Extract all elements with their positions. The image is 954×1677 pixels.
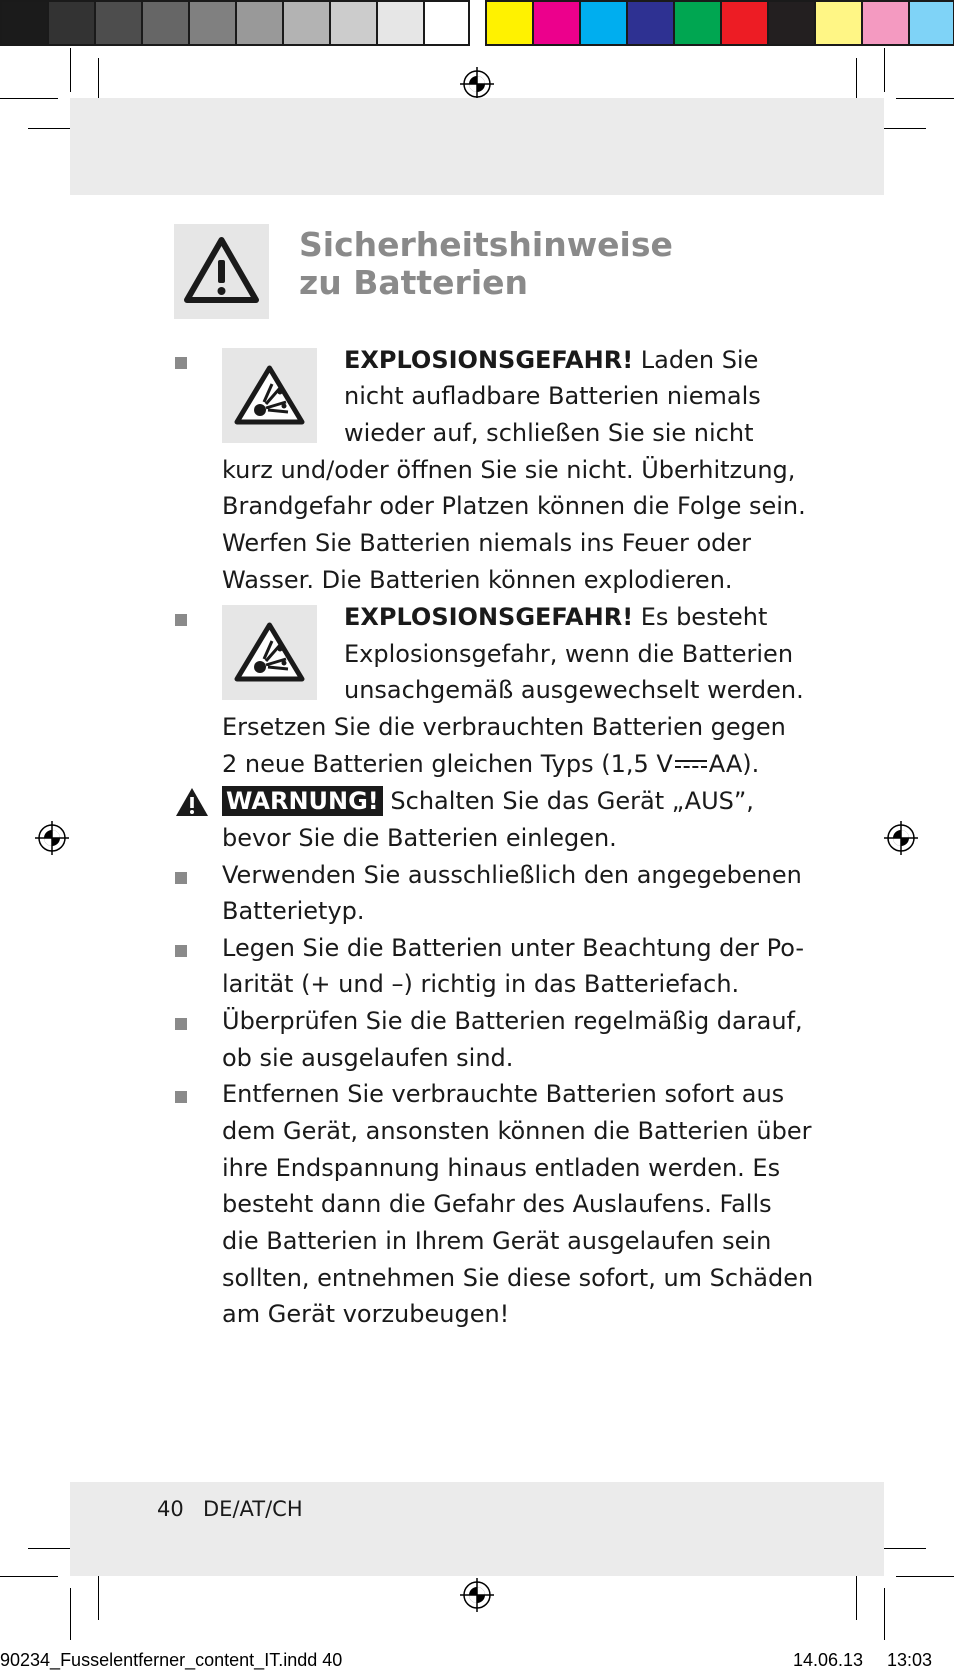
color-swatch xyxy=(0,0,47,46)
warning-triangle-icon xyxy=(174,224,269,319)
warning-small-icon xyxy=(174,786,210,818)
registration-mark-icon xyxy=(35,821,69,855)
item-2-line-1: EXPLOSIONSGEFAHR! Es besteht xyxy=(344,603,768,631)
item-2-line-2: Explosionsgefahr, wenn die Batterien xyxy=(344,640,794,668)
color-swatch xyxy=(141,0,188,46)
title-line-1: Sicherheitshinweise xyxy=(299,225,673,264)
crop-mark xyxy=(70,1588,71,1640)
item-4-line-1: Legen Sie die Batterien unter Beachtung der Po- xyxy=(222,934,805,962)
item-1-line-7: Wasser. Die Batterien können explodieren. xyxy=(222,566,733,594)
item-2-line-4: Ersetzen Sie die verbrauchten Batterien gegen xyxy=(222,713,786,741)
crop-mark xyxy=(856,1570,857,1620)
item-1-line-4: kurz und/oder öffnen Sie sie nicht. Überhitzung, xyxy=(222,456,796,484)
explosion-icon-box xyxy=(222,348,317,443)
region-label: DE/AT/CH xyxy=(203,1497,303,1521)
warning-line-2: bevor Sie die Batterien einlegen. xyxy=(222,824,617,852)
explosion-label: EXPLOSIONSGEFAHR! xyxy=(344,346,634,374)
crop-mark xyxy=(896,98,954,99)
color-swatch xyxy=(720,0,767,46)
color-swatch xyxy=(626,0,673,46)
item-1-line-1: EXPLOSIONSGEFAHR! Laden Sie xyxy=(344,346,759,374)
item-1-line-3: wieder auf, schließen Sie sie nicht xyxy=(344,419,754,447)
item-6-line-3: ihre Endspannung hinaus entladen werden. Es xyxy=(222,1154,781,1182)
item-3-line-2: Batterietyp. xyxy=(222,897,365,925)
direct-current-symbol-icon xyxy=(675,758,707,772)
crop-mark xyxy=(70,48,71,92)
color-swatch xyxy=(579,0,626,46)
item-5-line-1: Überprüfen Sie die Batterien regelmäßig darauf, xyxy=(222,1007,803,1035)
registration-mark-icon xyxy=(460,67,494,101)
color-swatch xyxy=(376,0,423,46)
color-swatch xyxy=(485,0,532,46)
footer-band xyxy=(70,1482,884,1576)
item-1-line-6: Werfen Sie Batterien niemals ins Feuer oder xyxy=(222,529,752,557)
item-6-line-4: besteht dann die Gefahr des Auslaufens. Falls xyxy=(222,1190,772,1218)
explosion-label: EXPLOSIONSGEFAHR! xyxy=(344,603,634,631)
registration-mark-icon xyxy=(460,1578,494,1612)
crop-mark xyxy=(98,1570,99,1620)
slug-filename: 90234_Fusselentferner_content_IT.indd 40 xyxy=(0,1650,343,1670)
warning-line-1: WARNUNG! Schalten Sie das Gerät „AUS”, xyxy=(222,783,754,820)
crop-mark xyxy=(884,48,885,92)
page-number: 40 xyxy=(157,1497,184,1521)
color-swatch xyxy=(47,0,94,46)
color-swatch xyxy=(235,0,282,46)
item-6-line-1: Entfernen Sie verbrauchte Batterien sofort aus xyxy=(222,1080,785,1108)
bullet xyxy=(175,872,187,884)
color-swatch xyxy=(282,0,329,46)
color-swatch xyxy=(861,0,908,46)
item-2-line-3: unsachgemäß ausgewechselt werden. xyxy=(344,676,804,704)
bullet xyxy=(175,357,187,369)
color-swatch xyxy=(908,0,954,46)
explosion-icon-box xyxy=(222,605,317,700)
color-swatch xyxy=(767,0,814,46)
slug-date: 14.06.13 xyxy=(793,1650,864,1670)
item-6-line-6: sollten, entnehmen Sie diese sofort, um Schäden xyxy=(222,1264,814,1292)
crop-mark xyxy=(884,1588,885,1640)
color-swatch xyxy=(423,0,470,46)
header-band xyxy=(70,98,884,195)
item-1-line-2: nicht aufladbare Batterien niemals xyxy=(344,382,761,410)
title-line-2: zu Batterien xyxy=(299,263,529,302)
bullet xyxy=(175,945,187,957)
gray-color-bar xyxy=(0,0,470,46)
color-swatch xyxy=(94,0,141,46)
item-6-line-2: dem Gerät, ansonsten können die Batterien über xyxy=(222,1117,812,1145)
slug-time: 13:03 xyxy=(887,1650,933,1670)
item-2-line-5: 2 neue Batterien gleichen Typs (1,5 V AA). xyxy=(222,750,760,778)
item-6-line-7: am Gerät vorzubeugen! xyxy=(222,1300,510,1328)
explosion-warning-icon xyxy=(222,348,317,443)
crop-mark xyxy=(0,1576,58,1577)
color-swatch xyxy=(673,0,720,46)
color-swatch xyxy=(814,0,861,46)
item-5-line-2: ob sie ausgelaufen sind. xyxy=(222,1044,514,1072)
warning-badge: WARNUNG! xyxy=(222,786,383,816)
crop-mark xyxy=(0,98,58,99)
item-3-line-1: Verwenden Sie ausschließlich den angegebenen xyxy=(222,861,802,889)
item-6-line-5: die Batterien in Ihrem Gerät ausgelaufen sein xyxy=(222,1227,772,1255)
bullet xyxy=(175,1018,187,1030)
item-1-line-5: Brandgefahr oder Platzen können die Folge sein. xyxy=(222,492,806,520)
bullet xyxy=(175,1091,187,1103)
page-title xyxy=(299,226,673,302)
color-swatch xyxy=(532,0,579,46)
process-color-bar xyxy=(485,0,954,46)
bullet xyxy=(175,614,187,626)
color-swatch xyxy=(188,0,235,46)
color-swatch xyxy=(329,0,376,46)
explosion-warning-icon xyxy=(222,605,317,700)
heading-icon-box xyxy=(174,224,269,319)
crop-mark xyxy=(896,1576,954,1577)
registration-mark-icon xyxy=(884,821,918,855)
item-4-line-2: larität (+ und –) richtig in das Batteriefach. xyxy=(222,970,740,998)
